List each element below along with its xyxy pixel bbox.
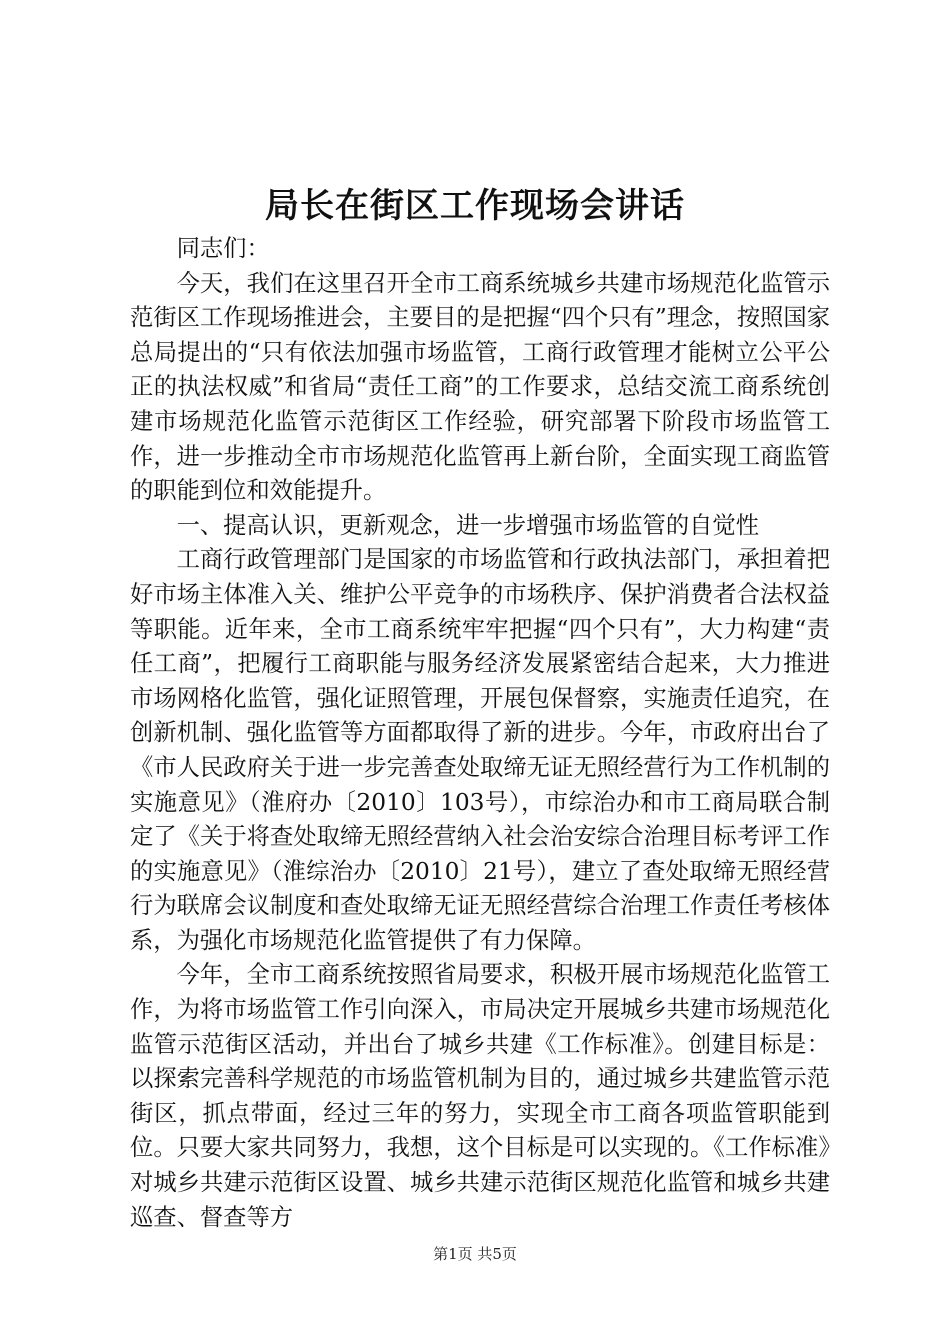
salutation: 同志们： — [176, 235, 270, 262]
paragraph-body-2: 今年，全市工商系统按照省局要求，积极开展市场规范化监管工作，为将市场监管工作引向深入，市局决定开展城乡共建市场规范化监管示范街区活动，并出台了城乡共建《工作标准》。创建目标是：以探索完善科学规范的市场监管机制为目的，通过城乡共建监管示范街区，抓点带面，经过三年的努力，实现全市工商各项监管职能到位。只要大家共同努力，我想，这个目标是可以实现的。《工作标准》对城乡共建示范街区设置、城乡共建示范街区规范化监管和城乡共建巡查、督查等方 — [130, 961, 830, 1231]
page-number: 第1页 共5页 — [433, 1245, 517, 1263]
paragraph-body-1: 工商行政管理部门是国家的市场监管和行政执法部门，承担着把好市场主体准入关、维护公平竞争的市场秩序、保护消费者合法权益等职能。近年来，全市工商系统牢牢把握“四个只有”，大力构建“责任工商”，把履行工商职能与服务经济发展紧密结合起来，大力推进市场网格化监管，强化证照管理，开展包保督察，实施责任追究，在创新机制、强化监管等方面都取得了新的进步。今年，市政府出台了《市人民政府关于进一步完善查处取缔无证无照经营行为工作机制的实施意见》（淮府办〔2010〕103号），市综治办和市工商局联合制定了《关于将查处取缔无照经营纳入社会治安综合治理目标考评工作的实施意见》（淮综治办〔2010〕21号），建立了查处取缔无照经营行为联席会议制度和查处取缔无证无照经营综合治理工作责任考核体系，为强化市场规范化监管提供了有力保障。 — [130, 546, 830, 954]
section-heading-1: 一、提高认识，更新观念，进一步增强市场监管的自觉性 — [176, 511, 760, 539]
document-body — [130, 232, 830, 1235]
paragraph-intro: 今天，我们在这里召开全市工商系统城乡共建市场规范化监管示范街区工作现场推进会，主要目的是把握“四个只有”理念，按照国家总局提出的“只有依法加强市场监管，工商行政管理才能树立公平公正的执法权威”和省局“责任工商”的工作要求，总结交流工商系统创建市场规范化监管示范街区工作经验，研究部署下阶段市场监管工作，进一步推动全市市场规范化监管再上新台阶，全面实现工商监管的职能到位和效能提升。 — [130, 269, 830, 505]
document-title: 局长在街区工作现场会讲话 — [265, 186, 685, 226]
